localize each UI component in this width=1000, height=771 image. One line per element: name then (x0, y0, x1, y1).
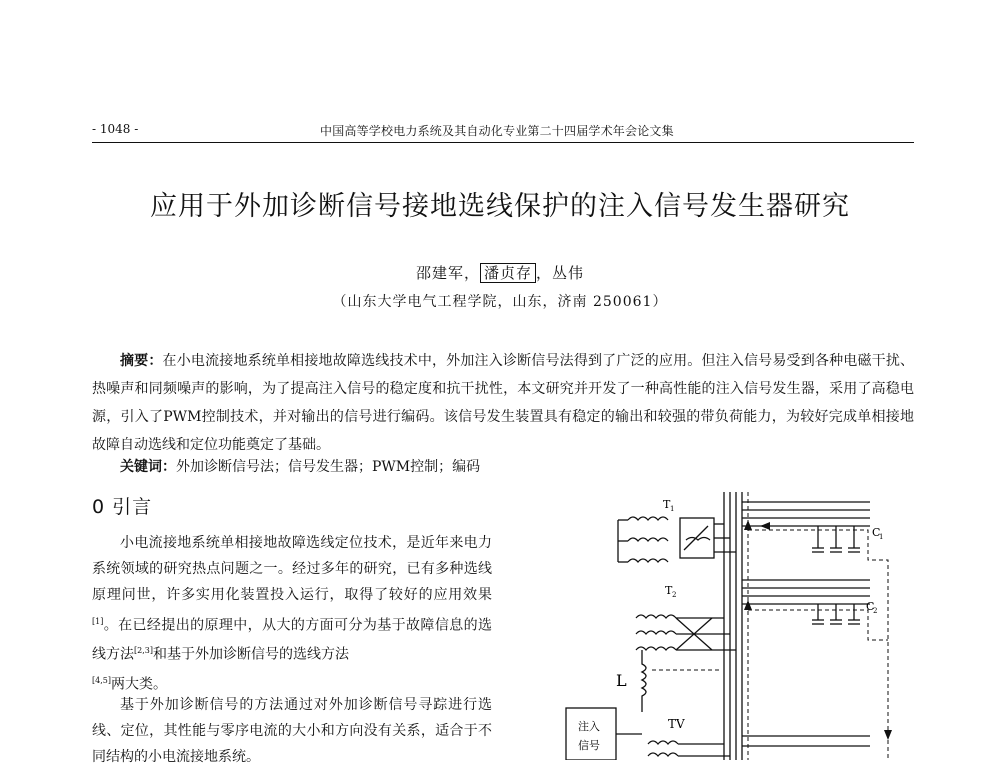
keywords-text: 外加诊断信号法；信号发生器；PWM控制；编码 (176, 459, 481, 475)
paragraph-2: 基于外加诊断信号的方法通过对外加诊断信号寻踪进行选线、定位，其性能与零序电流的大小和方向没有关系，适合于不同结构的小电流接地系统。 (92, 697, 492, 766)
abstract-label: 摘要： (120, 353, 163, 369)
paper-title: 应用于外加诊断信号接地选线保护的注入信号发生器研究 (150, 191, 850, 222)
ref-3: [4,5] (92, 676, 111, 686)
label-c1-sub: 1 (879, 533, 884, 541)
circuit-diagram (550, 492, 930, 760)
author-3: ，丛伟 (536, 264, 585, 282)
p1-part-d: 两大类。 (110, 676, 167, 693)
label-c2-sub: 2 (873, 607, 878, 615)
label-t2: T (665, 584, 673, 597)
page-number: - 1048 - (92, 122, 139, 136)
p1-part-c: 和基于外加诊断信号的选线方法 (152, 647, 349, 664)
label-t1: T (663, 498, 671, 511)
box-label-line2: 信号 (578, 739, 600, 752)
abstract (92, 347, 914, 459)
journal-header: 中国高等学校电力系统及其自动化专业第二十四届学术年会论文集 (320, 124, 674, 138)
author-1: 邵建军， (415, 264, 480, 282)
label-t2-sub: 2 (672, 591, 677, 599)
label-tv: TV (668, 717, 685, 731)
author-2-boxed: 潘贞存 (480, 263, 536, 283)
keywords (120, 456, 480, 476)
box-label-line1: 注入 (578, 720, 600, 733)
label-c2: C (866, 600, 875, 613)
section-heading: 0 引言 (92, 496, 153, 518)
abstract-text: 在小电流接地系统单相接地故障选线技术中，外加注入诊断信号法得到了广泛的应用。但注入信号易受到各种电磁干扰、热噪声和同频噪声的影响，为了提高注入信号的稳定度和抗干扰性，本文研究并开发了一种高性能的注入信号发生器，采用了高稳电源，引入了PWM控制技术，并对输出的信号进行编码。该信号发生装置具有稳定的输出和较强的带负荷能力，为较好完成单相接地故障自动选线和定位功能奠定了基础。 (92, 353, 914, 453)
ref-2: [2,3] (134, 646, 153, 656)
affiliation: （山东大学电气工程学院，山东，济南 250061） (332, 294, 668, 310)
keywords-label: 关键词： (120, 459, 176, 475)
p1-part-a: 小电流接地系统单相接地故障选线定位技术，是近年来电力系统领域的研究热点问题之一。经过多年的研究，已有多种选线原理问世，许多实用化装置投入运行，取得了较好的应用效果 (92, 535, 492, 604)
label-t1-sub: 1 (670, 505, 675, 513)
label-c1: C (872, 526, 881, 539)
header-rule (92, 142, 914, 143)
label-l: L (616, 671, 627, 690)
ref-1: [1] (92, 616, 104, 626)
paragraph-1 (92, 530, 492, 698)
p1-part-b: 。在已经提出的原理中，从大的方面可分为基于故障信息的选线方法 (92, 617, 492, 664)
author-list (0, 262, 1000, 283)
